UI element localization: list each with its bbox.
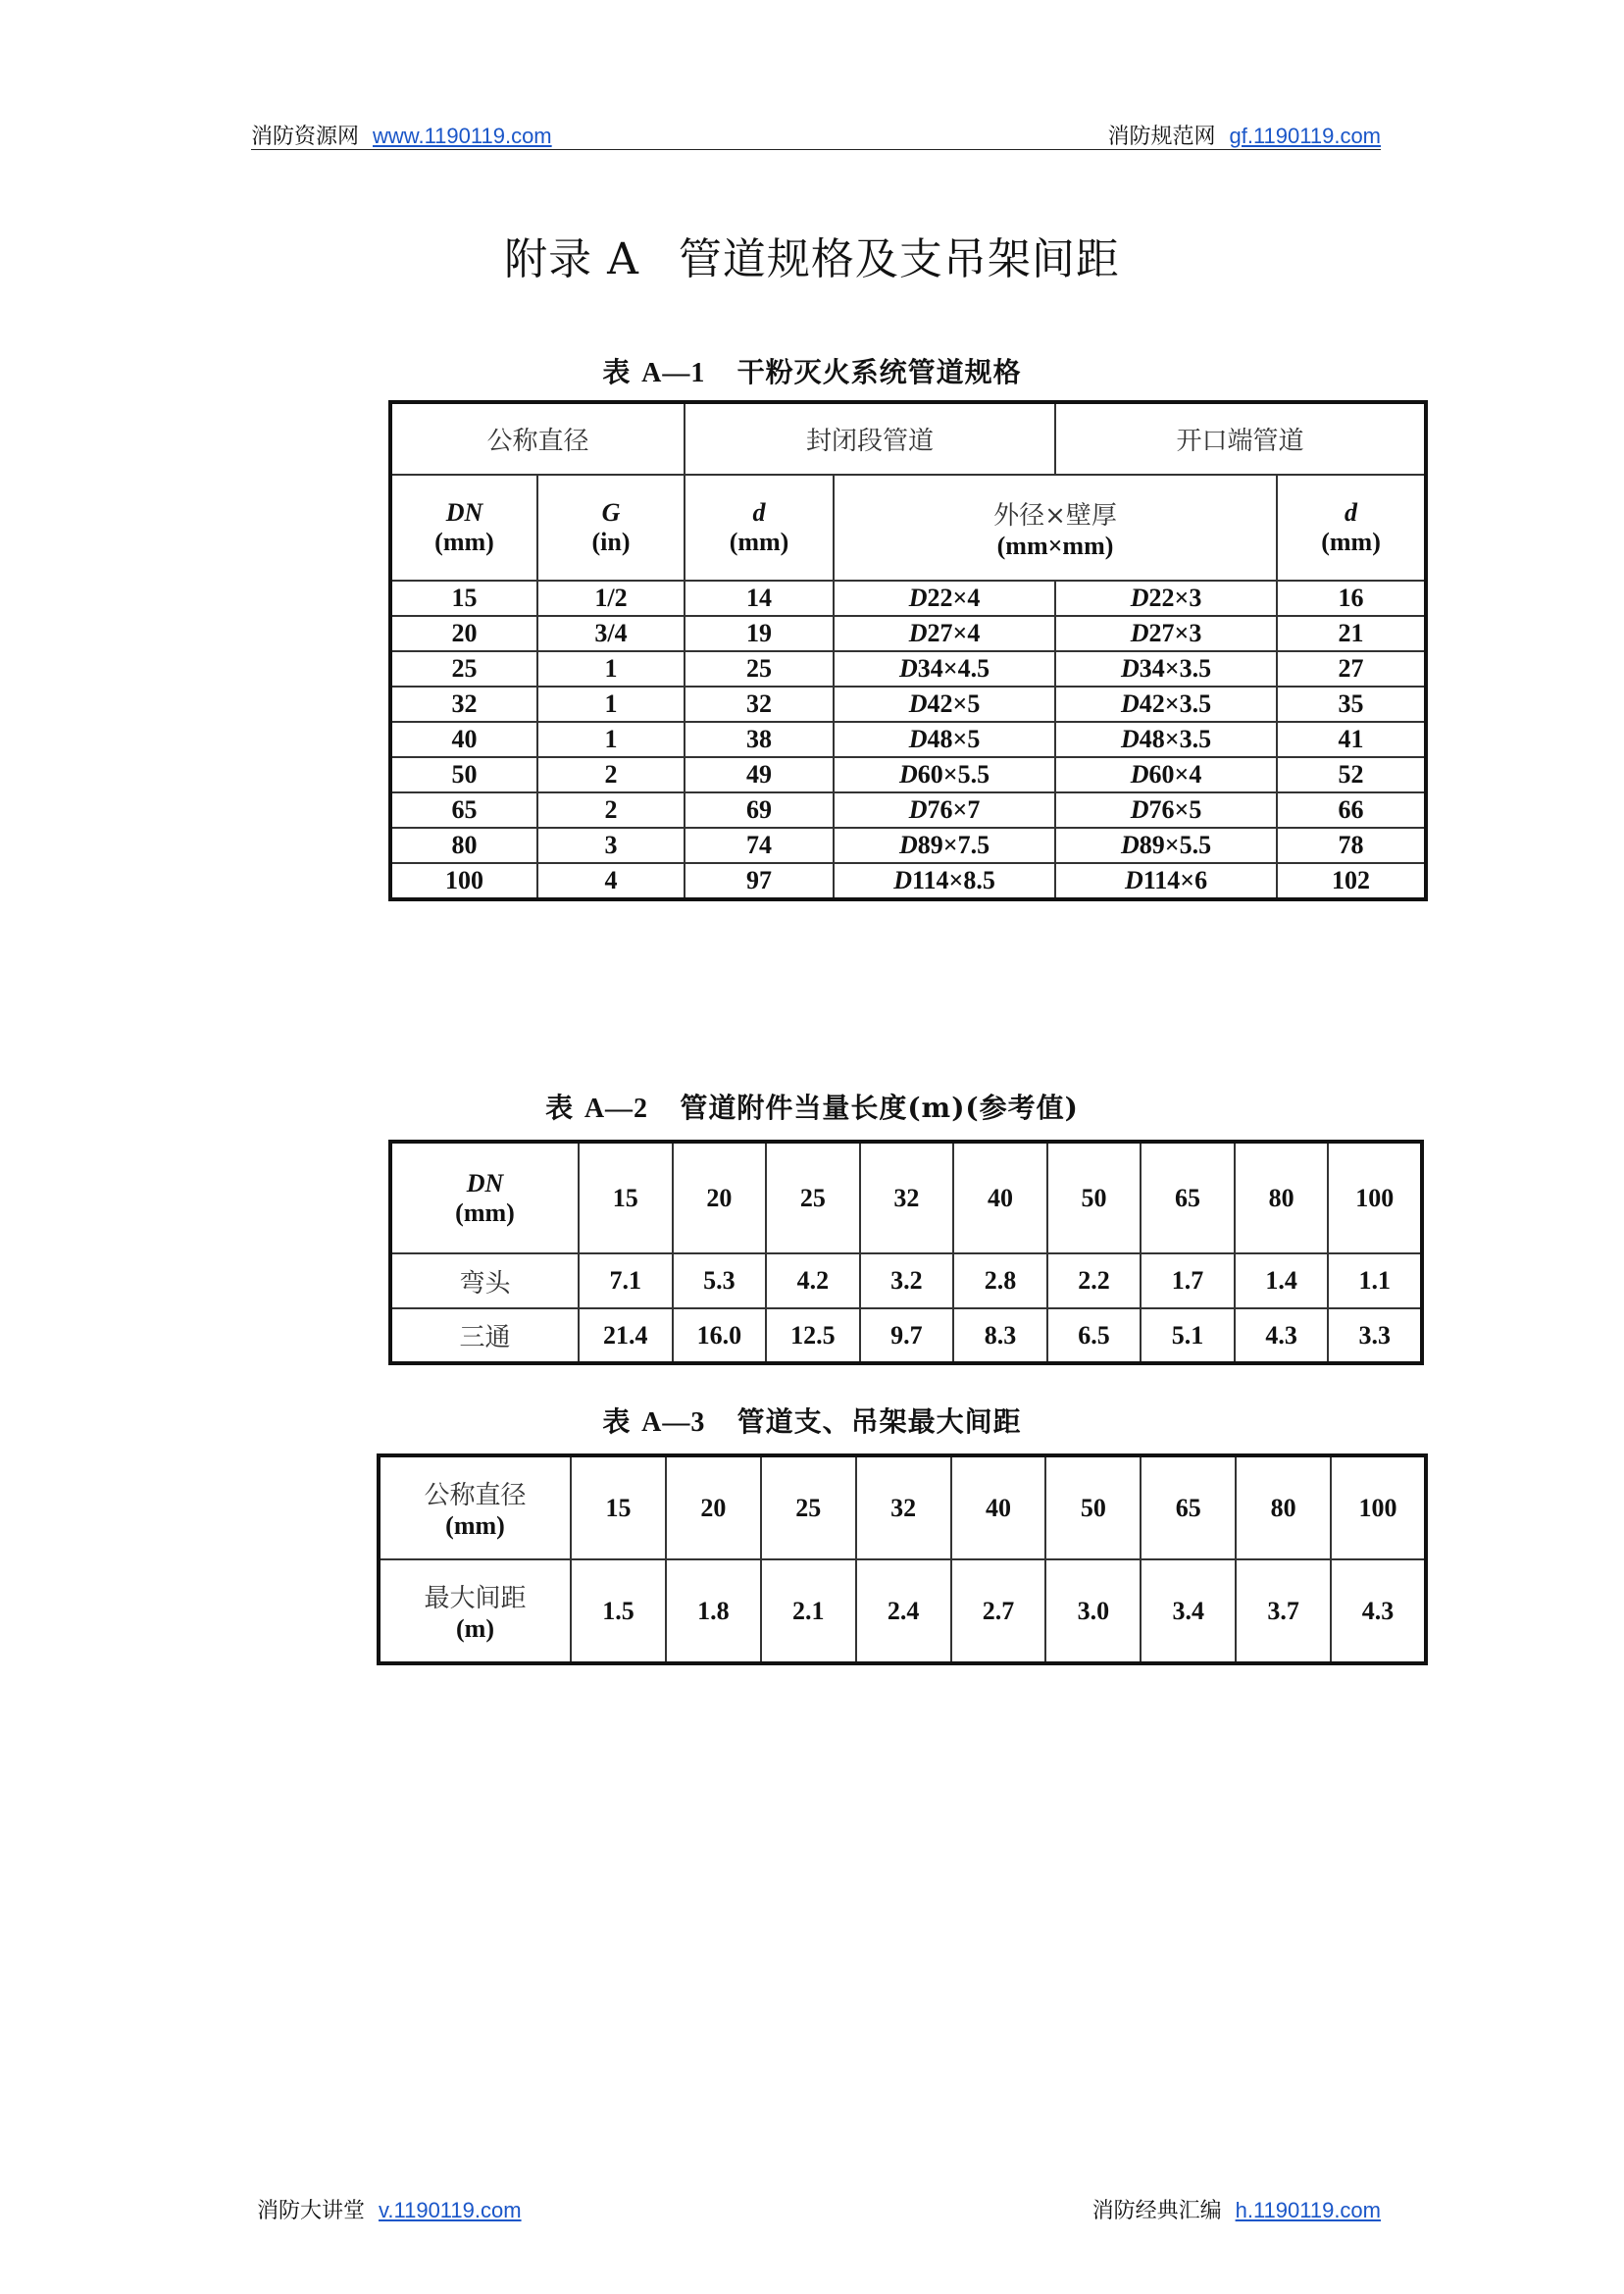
table-cell: D60×4 — [1055, 757, 1277, 792]
table-cell: 40 — [390, 722, 537, 757]
col-g-symbol: G — [601, 498, 621, 527]
table-cell: 32 — [390, 687, 537, 722]
page-title — [0, 224, 1624, 286]
dn-cell: 20 — [666, 1455, 761, 1559]
support-spacing-table — [377, 1453, 1428, 1665]
table-cell: 1.7 — [1141, 1253, 1235, 1308]
col-od-label: 外径×壁厚 — [993, 500, 1117, 531]
table-cell: 21 — [1277, 616, 1426, 651]
table-cell: 1.4 — [1235, 1253, 1329, 1308]
table-cell: 19 — [685, 616, 834, 651]
table-cell: 3.2 — [860, 1253, 954, 1308]
dn-header-cell: 40 — [953, 1142, 1047, 1253]
col-d1-symbol: d — [752, 498, 766, 527]
diameter-prefix: D — [1130, 760, 1149, 789]
table-cell: 35 — [1277, 687, 1426, 722]
table-cell: 80 — [390, 828, 537, 863]
table-cell: 15 — [390, 581, 537, 616]
table-cell: 14 — [685, 581, 834, 616]
table-cell: 52 — [1277, 757, 1426, 792]
table-cell: 2 — [537, 757, 685, 792]
table-cell: 6.5 — [1047, 1308, 1142, 1363]
dn-header-cell: 32 — [860, 1142, 954, 1253]
table-cell: 16.0 — [673, 1308, 767, 1363]
col-dn-unit: (mm) — [434, 528, 494, 556]
diameter-prefix: D — [1120, 831, 1140, 859]
table-row — [390, 1308, 1422, 1363]
footer-left — [257, 2194, 522, 2224]
table-cell: D89×7.5 — [834, 828, 1055, 863]
table3-caption — [0, 1401, 1624, 1440]
dn-cell: 80 — [1236, 1455, 1331, 1559]
diameter-prefix: D — [1130, 795, 1149, 824]
dn-cell: 25 — [761, 1455, 856, 1559]
table-cell: 74 — [685, 828, 834, 863]
diameter-prefix: D — [908, 584, 928, 612]
table-cell: 3.3 — [1328, 1308, 1422, 1363]
table-row — [390, 722, 1426, 757]
footer-left-link[interactable]: v.1190119.com — [379, 2198, 522, 2222]
table-cell: D22×3 — [1055, 581, 1277, 616]
spacing-cell: 4.3 — [1331, 1559, 1426, 1663]
diameter-prefix: D — [898, 760, 918, 789]
table-cell: 65 — [390, 792, 537, 828]
table-cell: 1 — [537, 722, 685, 757]
table-row — [390, 616, 1426, 651]
col-g-header — [537, 475, 685, 581]
nominal-diameter-unit: (mm) — [445, 1511, 505, 1540]
dn-cell: 65 — [1141, 1455, 1236, 1559]
col-od-header — [834, 475, 1277, 581]
table-cell: 5.1 — [1141, 1308, 1235, 1363]
table3-caption-text: 管道支、吊架最大间距 — [736, 1405, 1022, 1438]
diameter-prefix: D — [1120, 689, 1140, 718]
col-dn-header — [390, 475, 537, 581]
table3-caption-prefix: 表 — [602, 1405, 632, 1438]
header-left-label: 消防资源网 — [251, 125, 360, 149]
table-cell: D34×4.5 — [834, 651, 1055, 687]
table-cell: 38 — [685, 722, 834, 757]
table-cell: 78 — [1277, 828, 1426, 863]
table-cell: 25 — [390, 651, 537, 687]
group-header-closed: 封闭段管道 — [685, 402, 1055, 475]
row-label: 三通 — [390, 1308, 579, 1363]
spacing-cell: 3.7 — [1236, 1559, 1331, 1663]
table-cell: 102 — [1277, 863, 1426, 899]
dn-row-header-unit: (mm) — [455, 1198, 515, 1227]
diameter-prefix: D — [1120, 654, 1140, 683]
header-left — [251, 120, 552, 150]
dn-row-header-symbol: DN — [466, 1168, 504, 1198]
header-right — [1107, 120, 1381, 150]
table-cell: 1.1 — [1328, 1253, 1422, 1308]
diameter-prefix: D — [908, 619, 928, 647]
dn-header-cell: 65 — [1141, 1142, 1235, 1253]
table-cell: 2 — [537, 792, 685, 828]
col-g-unit: (in) — [591, 528, 631, 556]
table2-caption-prefix: 表 — [545, 1092, 575, 1124]
spacing-cell: 1.5 — [571, 1559, 666, 1663]
table-row — [390, 863, 1426, 899]
max-spacing-label: 最大间距 — [424, 1584, 527, 1613]
table-cell: D22×4 — [834, 581, 1055, 616]
table-cell: D76×5 — [1055, 792, 1277, 828]
diameter-prefix: D — [898, 831, 918, 859]
table-cell: 2.8 — [953, 1253, 1047, 1308]
table-cell: D27×3 — [1055, 616, 1277, 651]
table-cell: 2.2 — [1047, 1253, 1142, 1308]
nominal-diameter-header — [379, 1455, 571, 1559]
dn-header-cell: 80 — [1235, 1142, 1329, 1253]
header-left-link[interactable]: www.1190119.com — [373, 124, 552, 148]
header-right-link[interactable]: gf.1190119.com — [1229, 124, 1381, 148]
footer-right-link[interactable]: h.1190119.com — [1235, 2198, 1381, 2222]
table1-caption — [0, 351, 1624, 390]
group-header-nominal: 公称直径 — [390, 402, 685, 475]
table-row — [390, 581, 1426, 616]
title-prefix: 附录 A — [504, 234, 639, 284]
table-cell: D34×3.5 — [1055, 651, 1277, 687]
table3-caption-id: A—3 — [641, 1407, 706, 1438]
table-cell: 1 — [537, 651, 685, 687]
table-cell: 12.5 — [766, 1308, 860, 1363]
col-d1-header — [685, 475, 834, 581]
table-cell: 4.3 — [1235, 1308, 1329, 1363]
table-cell: D48×3.5 — [1055, 722, 1277, 757]
table-row — [390, 757, 1426, 792]
table-cell: 20 — [390, 616, 537, 651]
max-spacing-header — [379, 1559, 571, 1663]
table-cell: 21.4 — [579, 1308, 673, 1363]
table-cell: D89×5.5 — [1055, 828, 1277, 863]
table-cell: 1 — [537, 687, 685, 722]
table-cell: 27 — [1277, 651, 1426, 687]
table-cell: 3/4 — [537, 616, 685, 651]
table-cell: 25 — [685, 651, 834, 687]
spacing-cell: 2.4 — [856, 1559, 951, 1663]
col-dn-symbol: DN — [445, 498, 483, 527]
header-right-label: 消防规范网 — [1107, 125, 1216, 149]
table-cell: 9.7 — [860, 1308, 954, 1363]
table-cell: D27×4 — [834, 616, 1055, 651]
table1-caption-id: A—1 — [641, 358, 706, 388]
table-cell: 7.1 — [579, 1253, 673, 1308]
table-cell: 8.3 — [953, 1308, 1047, 1363]
footer-right — [1092, 2194, 1381, 2224]
table-row — [390, 792, 1426, 828]
table-row — [390, 687, 1426, 722]
table-cell: 50 — [390, 757, 537, 792]
col-d1-unit: (mm) — [729, 528, 789, 556]
dn-cell: 40 — [951, 1455, 1046, 1559]
pipe-spec-rows — [390, 581, 1426, 899]
footer-left-label: 消防大讲堂 — [257, 2199, 366, 2223]
table-cell: D114×8.5 — [834, 863, 1055, 899]
table2-caption-text: 管道附件当量长度(m)(参考值) — [680, 1092, 1079, 1124]
table-row — [390, 1253, 1422, 1308]
table1-caption-text: 干粉灭火系统管道规格 — [736, 356, 1022, 388]
diameter-prefix: D — [1124, 866, 1143, 894]
spacing-cell: 3.0 — [1045, 1559, 1141, 1663]
table-cell: 66 — [1277, 792, 1426, 828]
dn-cell: 32 — [856, 1455, 951, 1559]
title-text: 管道规格及支吊架间距 — [678, 234, 1120, 284]
diameter-prefix: D — [1130, 619, 1149, 647]
col-od-unit: (mm×mm) — [996, 531, 1114, 560]
diameter-prefix: D — [898, 654, 918, 683]
spacing-cell: 1.8 — [666, 1559, 761, 1663]
diameter-prefix: D — [1120, 725, 1140, 753]
spacing-cell: 3.4 — [1141, 1559, 1236, 1663]
group-header-open: 开口端管道 — [1055, 402, 1426, 475]
table-cell: 49 — [685, 757, 834, 792]
table-cell: 5.3 — [673, 1253, 767, 1308]
table-cell: D42×3.5 — [1055, 687, 1277, 722]
diameter-prefix: D — [908, 725, 928, 753]
table2-caption-id: A—2 — [584, 1094, 649, 1124]
dn-header-cell: 100 — [1328, 1142, 1422, 1253]
table-row — [390, 651, 1426, 687]
table-cell: 97 — [685, 863, 834, 899]
diameter-prefix: D — [908, 795, 928, 824]
table-row — [390, 828, 1426, 863]
table-cell: D114×6 — [1055, 863, 1277, 899]
pipe-spec-table — [388, 400, 1428, 901]
spacing-cell: 2.1 — [761, 1559, 856, 1663]
table2-caption — [0, 1087, 1624, 1126]
page-footer — [251, 2194, 1381, 2223]
col-d2-symbol: d — [1345, 498, 1358, 527]
table-cell: 4 — [537, 863, 685, 899]
table-cell: 69 — [685, 792, 834, 828]
dn-header-cell: 25 — [766, 1142, 860, 1253]
dn-header-cell: 50 — [1047, 1142, 1142, 1253]
footer-right-label: 消防经典汇编 — [1091, 2199, 1222, 2223]
dn-cell: 50 — [1045, 1455, 1141, 1559]
table1-caption-prefix: 表 — [602, 356, 632, 388]
table-cell: D76×7 — [834, 792, 1055, 828]
col-d2-unit: (mm) — [1321, 528, 1381, 556]
max-spacing-unit: (m) — [456, 1614, 494, 1643]
table-cell: 16 — [1277, 581, 1426, 616]
dn-cell: 15 — [571, 1455, 666, 1559]
page-header — [251, 120, 1381, 150]
table-cell: 4.2 — [766, 1253, 860, 1308]
dn-header-cell: 15 — [579, 1142, 673, 1253]
table-cell: 41 — [1277, 722, 1426, 757]
table-cell: 100 — [390, 863, 537, 899]
diameter-prefix: D — [1130, 584, 1149, 612]
spacing-cell: 2.7 — [951, 1559, 1046, 1663]
fitting-rows — [390, 1253, 1422, 1363]
nominal-diameter-label: 公称直径 — [424, 1481, 527, 1510]
table-cell: D42×5 — [834, 687, 1055, 722]
diameter-prefix: D — [893, 866, 912, 894]
dn-row-header — [390, 1142, 579, 1253]
table-cell: 3 — [537, 828, 685, 863]
col-d2-header — [1277, 475, 1426, 581]
table-cell: D48×5 — [834, 722, 1055, 757]
table-cell: D60×5.5 — [834, 757, 1055, 792]
table-cell: 32 — [685, 687, 834, 722]
diameter-prefix: D — [908, 689, 928, 718]
table-cell: 1/2 — [537, 581, 685, 616]
dn-cell: 100 — [1331, 1455, 1426, 1559]
fitting-equivalent-length-table — [388, 1140, 1424, 1365]
dn-header-cell: 20 — [673, 1142, 767, 1253]
row-label: 弯头 — [390, 1253, 579, 1308]
